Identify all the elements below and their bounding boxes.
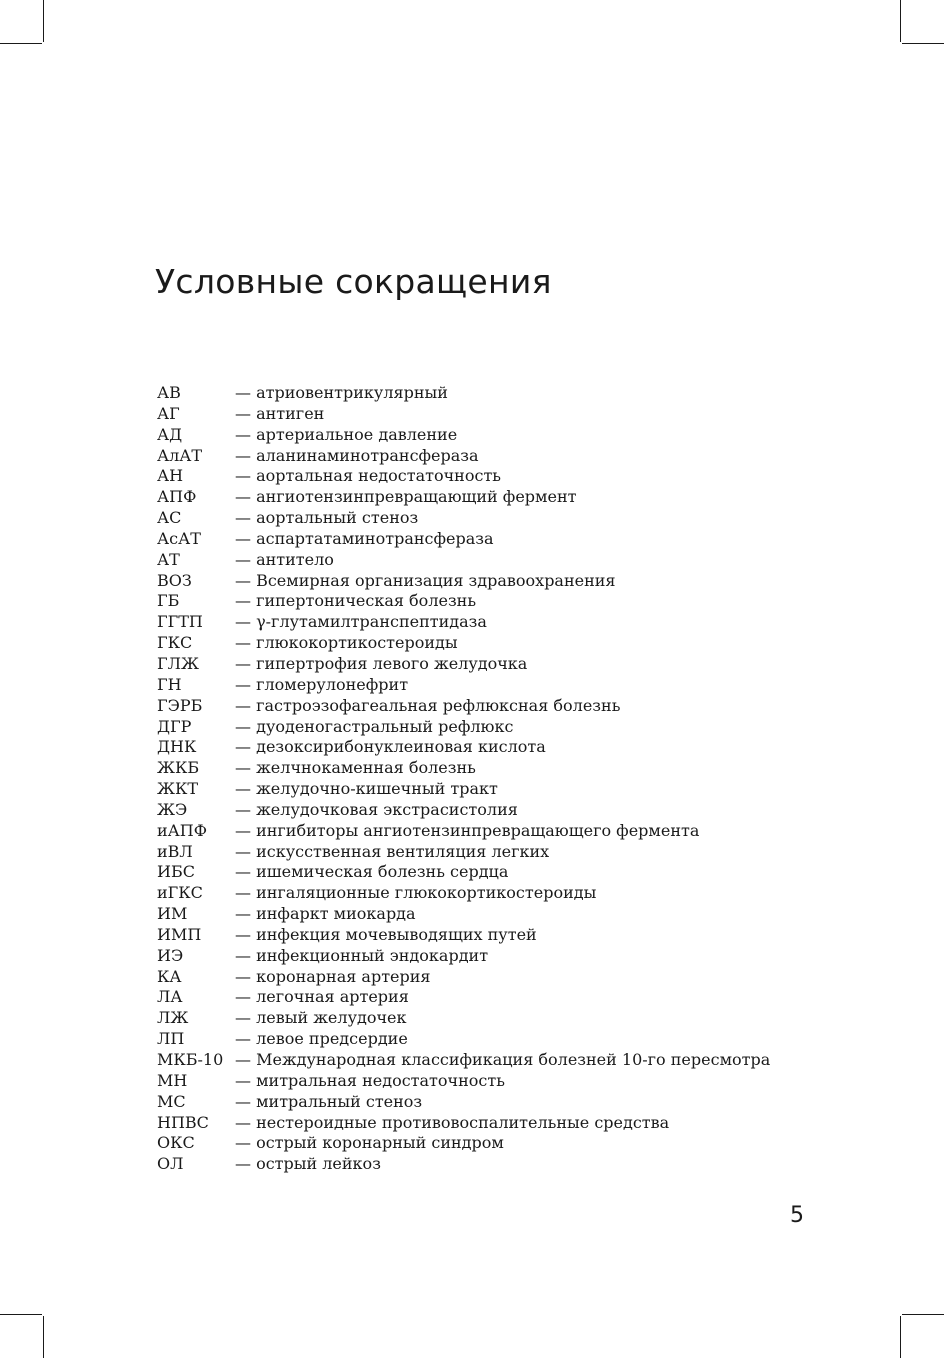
abbreviation-term: ЛА bbox=[157, 987, 183, 1007]
abbreviation-definition: — коронарная артерия bbox=[235, 966, 431, 986]
abbreviation-row bbox=[157, 591, 770, 612]
abbreviation-definition: — ингибиторы ангиотензинпревращающего фермента bbox=[235, 820, 700, 840]
abbreviation-row bbox=[157, 404, 770, 425]
abbreviation-row bbox=[157, 1154, 770, 1175]
abbreviation-term: иАПФ bbox=[157, 820, 208, 840]
abbreviation-definition: — артериальное давление bbox=[235, 424, 458, 444]
abbreviation-definition: — Международная классификация болезней 10-го пересмотра bbox=[235, 1050, 771, 1069]
abbreviation-term: ЛЖ bbox=[157, 1008, 189, 1028]
abbreviation-term: МС bbox=[157, 1091, 186, 1111]
abbreviation-definition: — аспартатаминотрансфераза bbox=[235, 528, 494, 548]
abbreviation-term: АД bbox=[157, 424, 183, 444]
abbreviation-term: иГКС bbox=[157, 883, 203, 903]
abbreviation-term: ГЭРБ bbox=[157, 695, 203, 715]
abbreviation-definition: — гипертрофия левого желудочка bbox=[235, 653, 528, 673]
abbreviation-row bbox=[157, 925, 770, 946]
abbreviation-row bbox=[157, 862, 770, 883]
abbreviation-term: МКБ-10 bbox=[157, 1050, 224, 1069]
abbreviation-row bbox=[157, 550, 770, 571]
abbreviation-term: ВОЗ bbox=[157, 570, 192, 590]
abbreviation-row bbox=[157, 946, 770, 967]
abbreviation-row bbox=[157, 675, 770, 696]
abbreviation-definition: — митральная недостаточность bbox=[235, 1070, 505, 1090]
abbreviation-definition: — гломерулонефрит bbox=[235, 674, 409, 694]
abbreviation-row bbox=[157, 466, 770, 487]
abbreviation-term: ЖКБ bbox=[157, 758, 200, 778]
abbreviation-term: АТ bbox=[157, 549, 180, 569]
abbreviation-row bbox=[157, 1113, 770, 1134]
abbreviation-row bbox=[157, 1008, 770, 1029]
abbreviation-row bbox=[157, 987, 770, 1008]
abbreviation-term: ЛП bbox=[157, 1029, 185, 1049]
abbreviation-definition: — острый коронарный синдром bbox=[235, 1133, 504, 1153]
abbreviation-row bbox=[157, 529, 770, 550]
abbreviation-definition: — острый лейкоз bbox=[235, 1154, 381, 1174]
abbreviation-term: АПФ bbox=[157, 487, 197, 507]
crop-mark-top-left-vertical bbox=[43, 0, 44, 42]
abbreviation-term: ГГТП bbox=[157, 612, 203, 632]
crop-mark-top-left-horizontal bbox=[0, 43, 42, 44]
abbreviation-row bbox=[157, 842, 770, 863]
abbreviation-definition: — инфаркт миокарда bbox=[235, 904, 416, 924]
abbreviation-definition: — искусственная вентиляция легких bbox=[235, 841, 550, 861]
abbreviation-row bbox=[157, 654, 770, 675]
abbreviation-term: АГ bbox=[157, 403, 180, 423]
abbreviation-definition: — желудочно-кишечный тракт bbox=[235, 779, 498, 799]
abbreviation-term: МН bbox=[157, 1070, 188, 1090]
abbreviation-definition: — ишемическая болезнь сердца bbox=[235, 862, 509, 882]
abbreviation-row bbox=[157, 612, 770, 633]
abbreviation-row bbox=[157, 1071, 770, 1092]
abbreviation-term: ИМП bbox=[157, 924, 202, 944]
abbreviation-term: АС bbox=[157, 508, 182, 528]
abbreviation-term: ИБС bbox=[157, 862, 195, 882]
abbreviation-row bbox=[157, 883, 770, 904]
abbreviation-definition: — инфекционный эндокардит bbox=[235, 945, 489, 965]
abbreviation-definition: — антитело bbox=[235, 549, 334, 569]
abbreviation-term: иВЛ bbox=[157, 841, 193, 861]
abbreviation-row bbox=[157, 1050, 770, 1071]
abbreviation-definition: — дуоденогастральный рефлюкс bbox=[235, 716, 514, 736]
abbreviation-term: ИМ bbox=[157, 904, 188, 924]
abbreviation-definition: — дезоксирибонуклеиновая кислота bbox=[235, 737, 546, 757]
abbreviation-row bbox=[157, 821, 770, 842]
abbreviation-row bbox=[157, 633, 770, 654]
abbreviation-row bbox=[157, 904, 770, 925]
crop-mark-bottom-left-vertical bbox=[43, 1316, 44, 1358]
abbreviation-definition: — глюкокортикостероиды bbox=[235, 633, 458, 653]
abbreviation-definition: — левое предсердие bbox=[235, 1029, 408, 1049]
abbreviation-row bbox=[157, 1092, 770, 1113]
abbreviation-definition: — аланинаминотрансфераза bbox=[235, 445, 479, 465]
abbreviation-row bbox=[157, 737, 770, 758]
abbreviation-term: ОЛ bbox=[157, 1154, 184, 1174]
abbreviation-row bbox=[157, 508, 770, 529]
crop-mark-bottom-right-horizontal bbox=[902, 1314, 944, 1315]
abbreviation-list bbox=[157, 383, 770, 1175]
abbreviation-term: КА bbox=[157, 966, 182, 986]
abbreviation-definition: — нестероидные противовоспалительные средства bbox=[235, 1112, 670, 1132]
abbreviation-definition: — желчнокаменная болезнь bbox=[235, 758, 476, 778]
abbreviation-row bbox=[157, 696, 770, 717]
crop-mark-top-right-vertical bbox=[900, 0, 901, 42]
abbreviation-row bbox=[157, 571, 770, 592]
abbreviation-term: ДГР bbox=[157, 716, 192, 736]
abbreviation-definition: — антиген bbox=[235, 403, 325, 423]
abbreviation-term: АВ bbox=[157, 383, 181, 402]
abbreviation-row bbox=[157, 446, 770, 467]
abbreviation-term: ГКС bbox=[157, 633, 193, 653]
abbreviation-row bbox=[157, 487, 770, 508]
abbreviation-definition: — гастроэзофагеальная рефлюксная болезнь bbox=[235, 695, 621, 715]
abbreviation-term: ГН bbox=[157, 674, 182, 694]
abbreviation-term: АлАТ bbox=[157, 445, 203, 465]
page-title: Условные сокращения bbox=[155, 262, 552, 301]
abbreviation-row bbox=[157, 717, 770, 738]
crop-mark-bottom-right-vertical bbox=[900, 1316, 901, 1358]
abbreviation-definition: — γ-глутамилтранспептидаза bbox=[235, 612, 487, 632]
abbreviation-definition: — митральный стеноз bbox=[235, 1091, 423, 1111]
abbreviation-row bbox=[157, 1029, 770, 1050]
abbreviation-term: ЖКТ bbox=[157, 779, 199, 799]
crop-mark-top-right-horizontal bbox=[902, 43, 944, 44]
abbreviation-term: ДНК bbox=[157, 737, 197, 757]
abbreviation-term: ОКС bbox=[157, 1133, 195, 1153]
abbreviation-row bbox=[157, 383, 770, 404]
abbreviation-term: НПВС bbox=[157, 1112, 209, 1132]
abbreviation-term: ГБ bbox=[157, 591, 180, 611]
abbreviation-term: АН bbox=[157, 466, 184, 486]
abbreviation-term: АсАТ bbox=[157, 528, 201, 548]
abbreviation-row bbox=[157, 800, 770, 821]
abbreviation-definition: — ингаляционные глюкокортикостероиды bbox=[235, 883, 597, 903]
abbreviation-definition: — атриовентрикулярный bbox=[235, 383, 448, 402]
abbreviation-term: ИЭ bbox=[157, 945, 184, 965]
abbreviation-row bbox=[157, 425, 770, 446]
abbreviation-definition: — аортальный стеноз bbox=[235, 508, 419, 528]
abbreviation-row bbox=[157, 758, 770, 779]
abbreviation-term: ЖЭ bbox=[157, 799, 188, 819]
abbreviation-term: ГЛЖ bbox=[157, 653, 199, 673]
crop-mark-bottom-left-horizontal bbox=[0, 1314, 42, 1315]
abbreviation-definition: — гипертоническая болезнь bbox=[235, 591, 477, 611]
abbreviation-row bbox=[157, 967, 770, 988]
abbreviation-definition: — желудочковая экстрасистолия bbox=[235, 799, 518, 819]
abbreviation-definition: — аортальная недостаточность bbox=[235, 466, 501, 486]
abbreviation-definition: — ангиотензинпревращающий фермент bbox=[235, 487, 577, 507]
abbreviation-row bbox=[157, 779, 770, 800]
abbreviation-definition: — легочная артерия bbox=[235, 987, 409, 1007]
abbreviation-definition: — Всемирная организация здравоохранения bbox=[235, 570, 616, 590]
abbreviation-row bbox=[157, 1133, 770, 1154]
abbreviation-definition: — инфекция мочевыводящих путей bbox=[235, 924, 537, 944]
page-number: 5 bbox=[790, 1203, 804, 1228]
abbreviation-definition: — левый желудочек bbox=[235, 1008, 407, 1028]
